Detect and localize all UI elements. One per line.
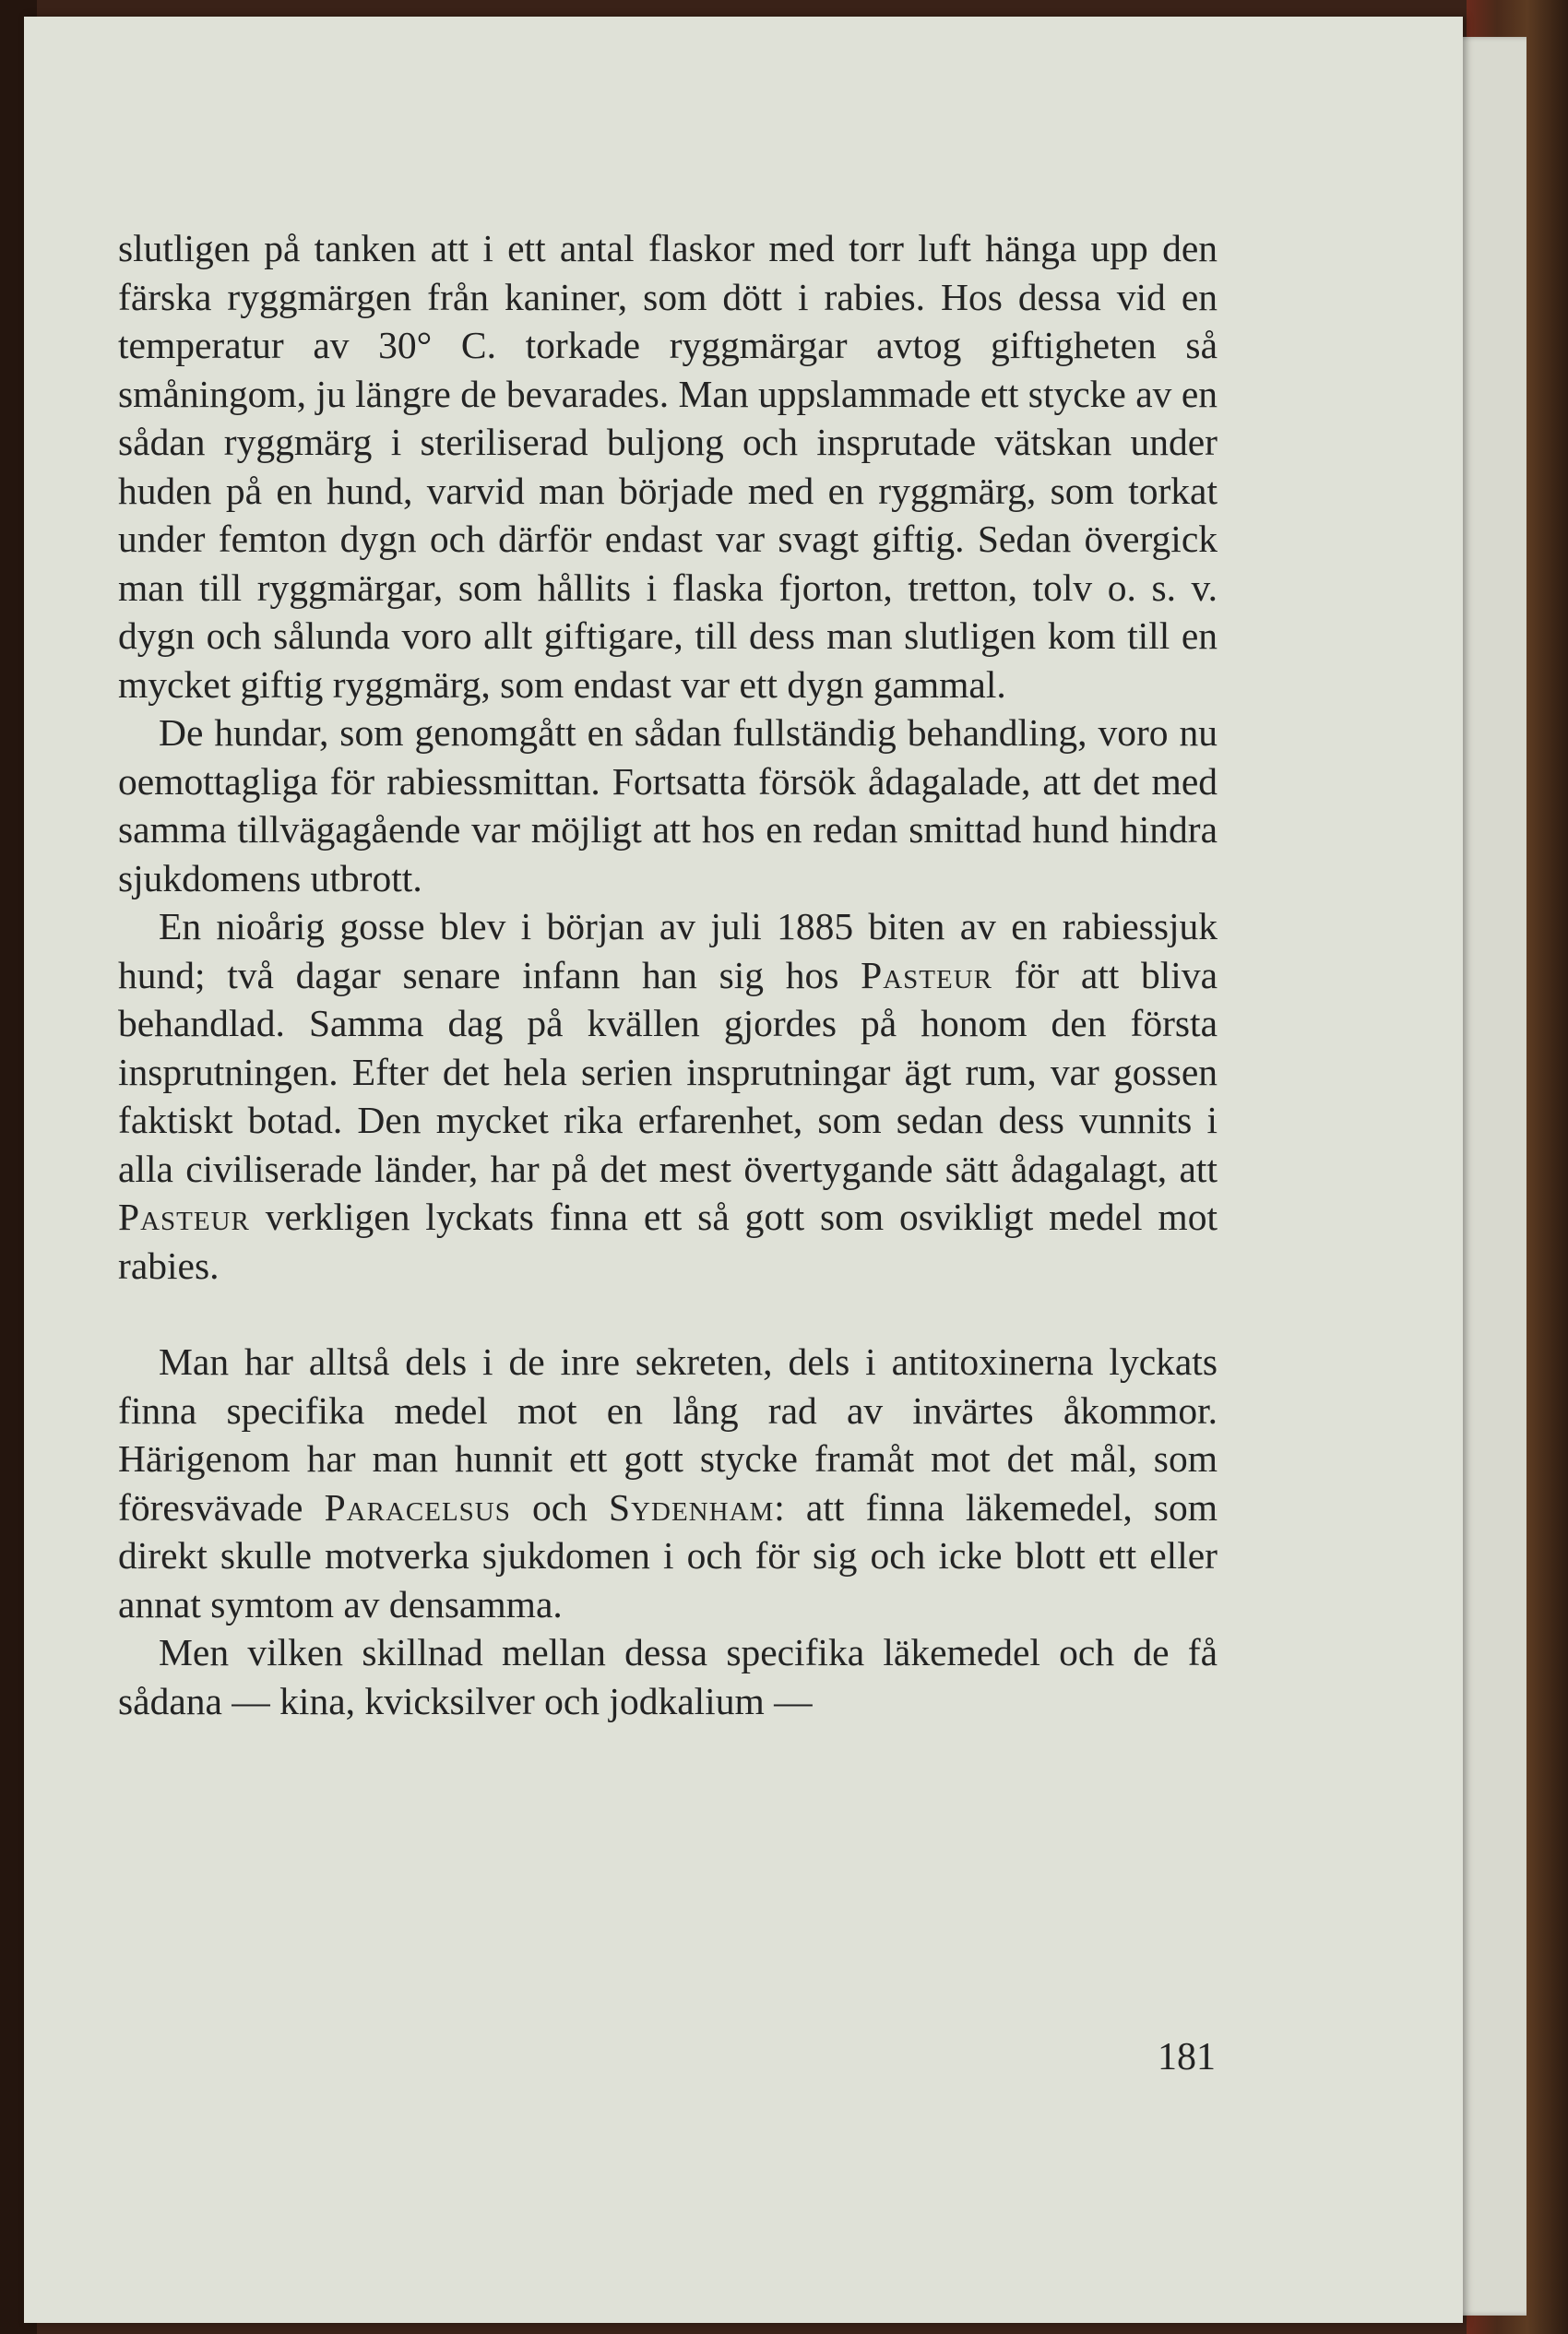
- book-page: [24, 17, 1463, 2323]
- paragraph-5: Men vilken skillnad mellan dessa specifika läkemedel och de få sådana — kina, kvicksilver och jodkalium —: [118, 1631, 1218, 1722]
- body-text: [118, 224, 1218, 1725]
- paragraph-1: slutligen på tanken att i ett antal flaskor med torr luft hänga upp den färska ryggmärgen från kaniner, som dött i rabies. Hos dessa vid en temperatur av 30° C. torkade ryggmärgar avtog giftigheten så småningom, ju längre de bevarades. Man uppslammade ett stycke av en sådan ryggmärg i steriliserad buljong och insprutade vätskan under huden på en hund, varvid man började med en ryggmärg, som torkat under femton dygn och därför endast var svagt giftig. Sedan övergick man till ryggmärgar, som hållits i flaska fjorton, tretton, tolv o. s. v. dygn och sålunda voro allt giftigare, till dess man slutligen kom till en mycket giftig ryggmärg, som endast var ett dygn gammal.: [118, 227, 1218, 706]
- name-pasteur: Pasteur: [118, 1196, 250, 1238]
- name-pasteur: Pasteur: [861, 953, 992, 996]
- page-number: 181: [1158, 2036, 1216, 2078]
- paragraph-3: En nioårig gosse blev i början av juli 1885 biten av en rabiessjuk hund; två dagar senare infann han sig hos Pasteur för att bliva behandlad. Samma dag på kvällen gjordes på honom den första insprutningen. Efter det hela serien insprutningar ägt rum, var gossen faktiskt botad. Den mycket rika erfarenhet, som sedan dess vunnits i alla civiliserade länder, har på det mest övertygande sätt ådagalagt, att Pasteur verkligen lyckats finna ett så gott som osvikligt medel mot rabies.: [118, 905, 1218, 1287]
- name-paracelsus: Paracelsus: [324, 1485, 511, 1529]
- paragraph-2: De hundar, som genomgått en sådan fullständig behandling, voro nu oemottagliga för rabiessmittan. Fortsatta försök ådagalade, att det med samma tillvägagående var möjligt att hos en redan smittad hund hindra sjukdomens utbrott.: [118, 711, 1218, 899]
- name-sydenham: Sydenham: [608, 1485, 775, 1529]
- paragraph-4: Man har alltså dels i de inre sekreten, dels i antitoxinerna lyckats finna specifika medel mot en lång rad av invärtes åkommor. Härigenom har man hunnit ett gott stycke framåt mot det mål, som föresvävade Paracelsus och Sydenham: att finna läkemedel, som direkt skulle motverka sjukdomen i och för sig och icke blott ett eller annat symtom av densamma.: [118, 1340, 1218, 1625]
